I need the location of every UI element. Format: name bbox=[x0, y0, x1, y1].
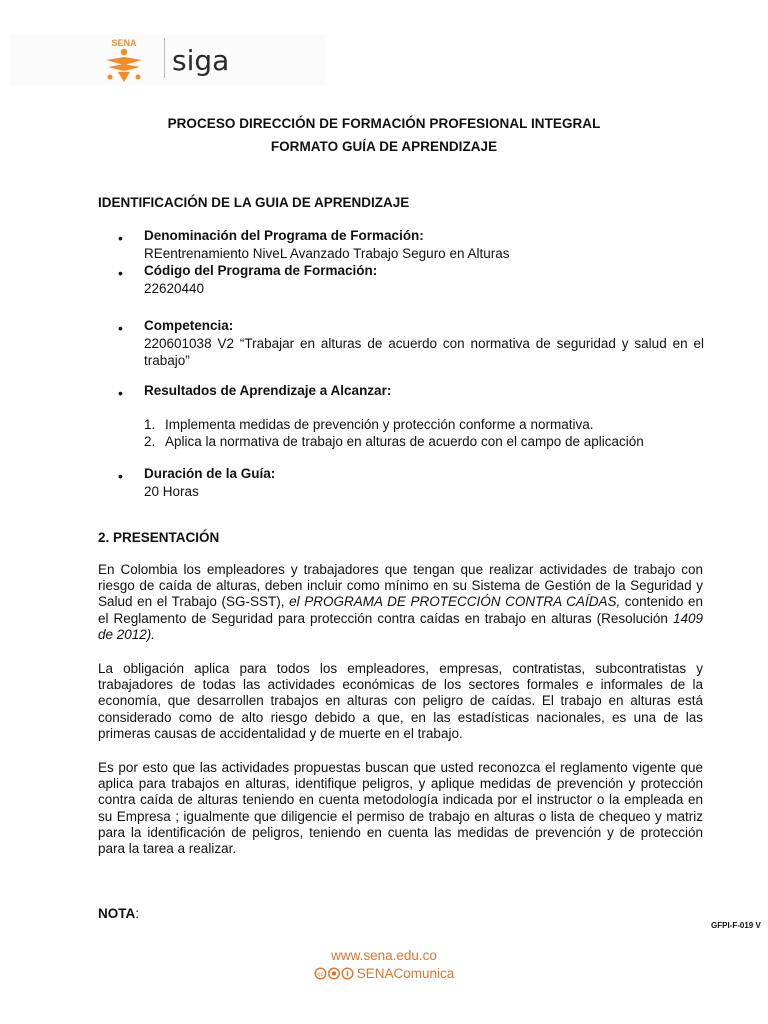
svg-text:siga: siga bbox=[172, 44, 230, 77]
bullet-icon: • bbox=[118, 320, 123, 336]
siga-logo bbox=[170, 40, 250, 80]
creative-commons-icon bbox=[314, 967, 354, 980]
svg-text:cc: cc bbox=[316, 971, 324, 979]
logo-divider bbox=[164, 38, 165, 78]
learning-result-item: 2. Aplica la normativa de trabajo en alturas de acuerdo con el campo de aplicación bbox=[144, 434, 644, 449]
identification-heading: IDENTIFICACIÓN DE LA GUIA DE APRENDIZAJE bbox=[98, 195, 410, 210]
svg-text:SENA: SENA bbox=[111, 38, 137, 48]
competency-value: 220601038 V2 “Trabajar en alturas de acuerdo con normativa de seguridad y salud en el trabajo” bbox=[144, 336, 704, 368]
learning-result-item: 1. Implementa medidas de prevención y protección conforme a normativa. bbox=[144, 417, 594, 432]
program-code-label: Código del Programa de Formación: bbox=[144, 263, 378, 278]
presentation-paragraph-2: La obligación aplica para todos los empleadores, empresas, contratistas, subcontratistas y trabajadores de todas las actividades económicas de los sectores formales e informales de la economía, que desarrollen trabajos en alturas con peligro de caídas. El trabajo en alturas está considerado como de alto riesgo debido a que, en las estadísticas nacionales, es una de las primeras causas de accidentalidad y de muerte en el trabajo. bbox=[98, 661, 703, 741]
bullet-icon: • bbox=[118, 468, 123, 484]
footer-social bbox=[0, 966, 768, 981]
presentation-heading: 2. PRESENTACIÓN bbox=[98, 530, 220, 545]
sena-logo bbox=[96, 36, 152, 84]
presentation-paragraph-1: En Colombia los empleadores y trabajadores que tengan que realizar actividades de trabajo con riesgo de caída de alturas, deben incluir como mínimo en su Sistema de Gestión de la Seguridad y Salud en el Trabajo (SG-SST), el PROGRAMA DE PROTECCIÓN CONTRA CAÍDAS, contenido en el Reglamento de Seguridad para protección contra caídas en trabajo en alturas (Resolución 1409 de 2012). bbox=[98, 562, 703, 642]
footer-social-handle[interactable]: SENAComunica bbox=[356, 966, 455, 981]
competency-label: Competencia: bbox=[144, 318, 234, 333]
document-code: GFPI-F-019 V bbox=[711, 921, 761, 930]
duration-value: 20 Horas bbox=[144, 484, 199, 499]
learning-results-label: Resultados de Aprendizaje a Alcanzar: bbox=[144, 383, 392, 398]
presentation-paragraph-3: Es por esto que las actividades propuestas buscan que usted reconozca el reglamento vigente que aplica para trabajos en alturas, identifique peligros, y aplique medidas de prevención y protección contra caída de alturas teniendo en cuenta metodología indicada por el instructor o la empleada en su Empresa ; igualmente que diligencie el permiso de trabajo en alturas o lista de chequeo y matriz para la identificación de peligros, teniendo en cuenta las medidas de prevención y de protección para la tarea a realizar. bbox=[98, 760, 703, 857]
process-title: PROCESO DIRECCIÓN DE FORMACIÓN PROFESIONAL INTEGRAL bbox=[167, 116, 601, 131]
note-label: NOTA: bbox=[98, 906, 140, 921]
footer-website-link[interactable]: www.sena.edu.co bbox=[331, 948, 437, 963]
program-name-label: Denominación del Programa de Formación: bbox=[144, 228, 424, 243]
program-code-value: 22620440 bbox=[144, 281, 205, 296]
format-title: FORMATO GUÍA DE APRENDIZAJE bbox=[270, 139, 498, 154]
program-name-value: REentrenamiento NiveL Avanzado Trabajo Seguro en Alturas bbox=[144, 246, 510, 261]
duration-label: Duración de la Guía: bbox=[144, 466, 276, 481]
bullet-icon: • bbox=[118, 385, 123, 401]
logo-header bbox=[10, 34, 325, 86]
bullet-icon: • bbox=[118, 230, 123, 246]
bullet-icon: • bbox=[118, 265, 123, 281]
